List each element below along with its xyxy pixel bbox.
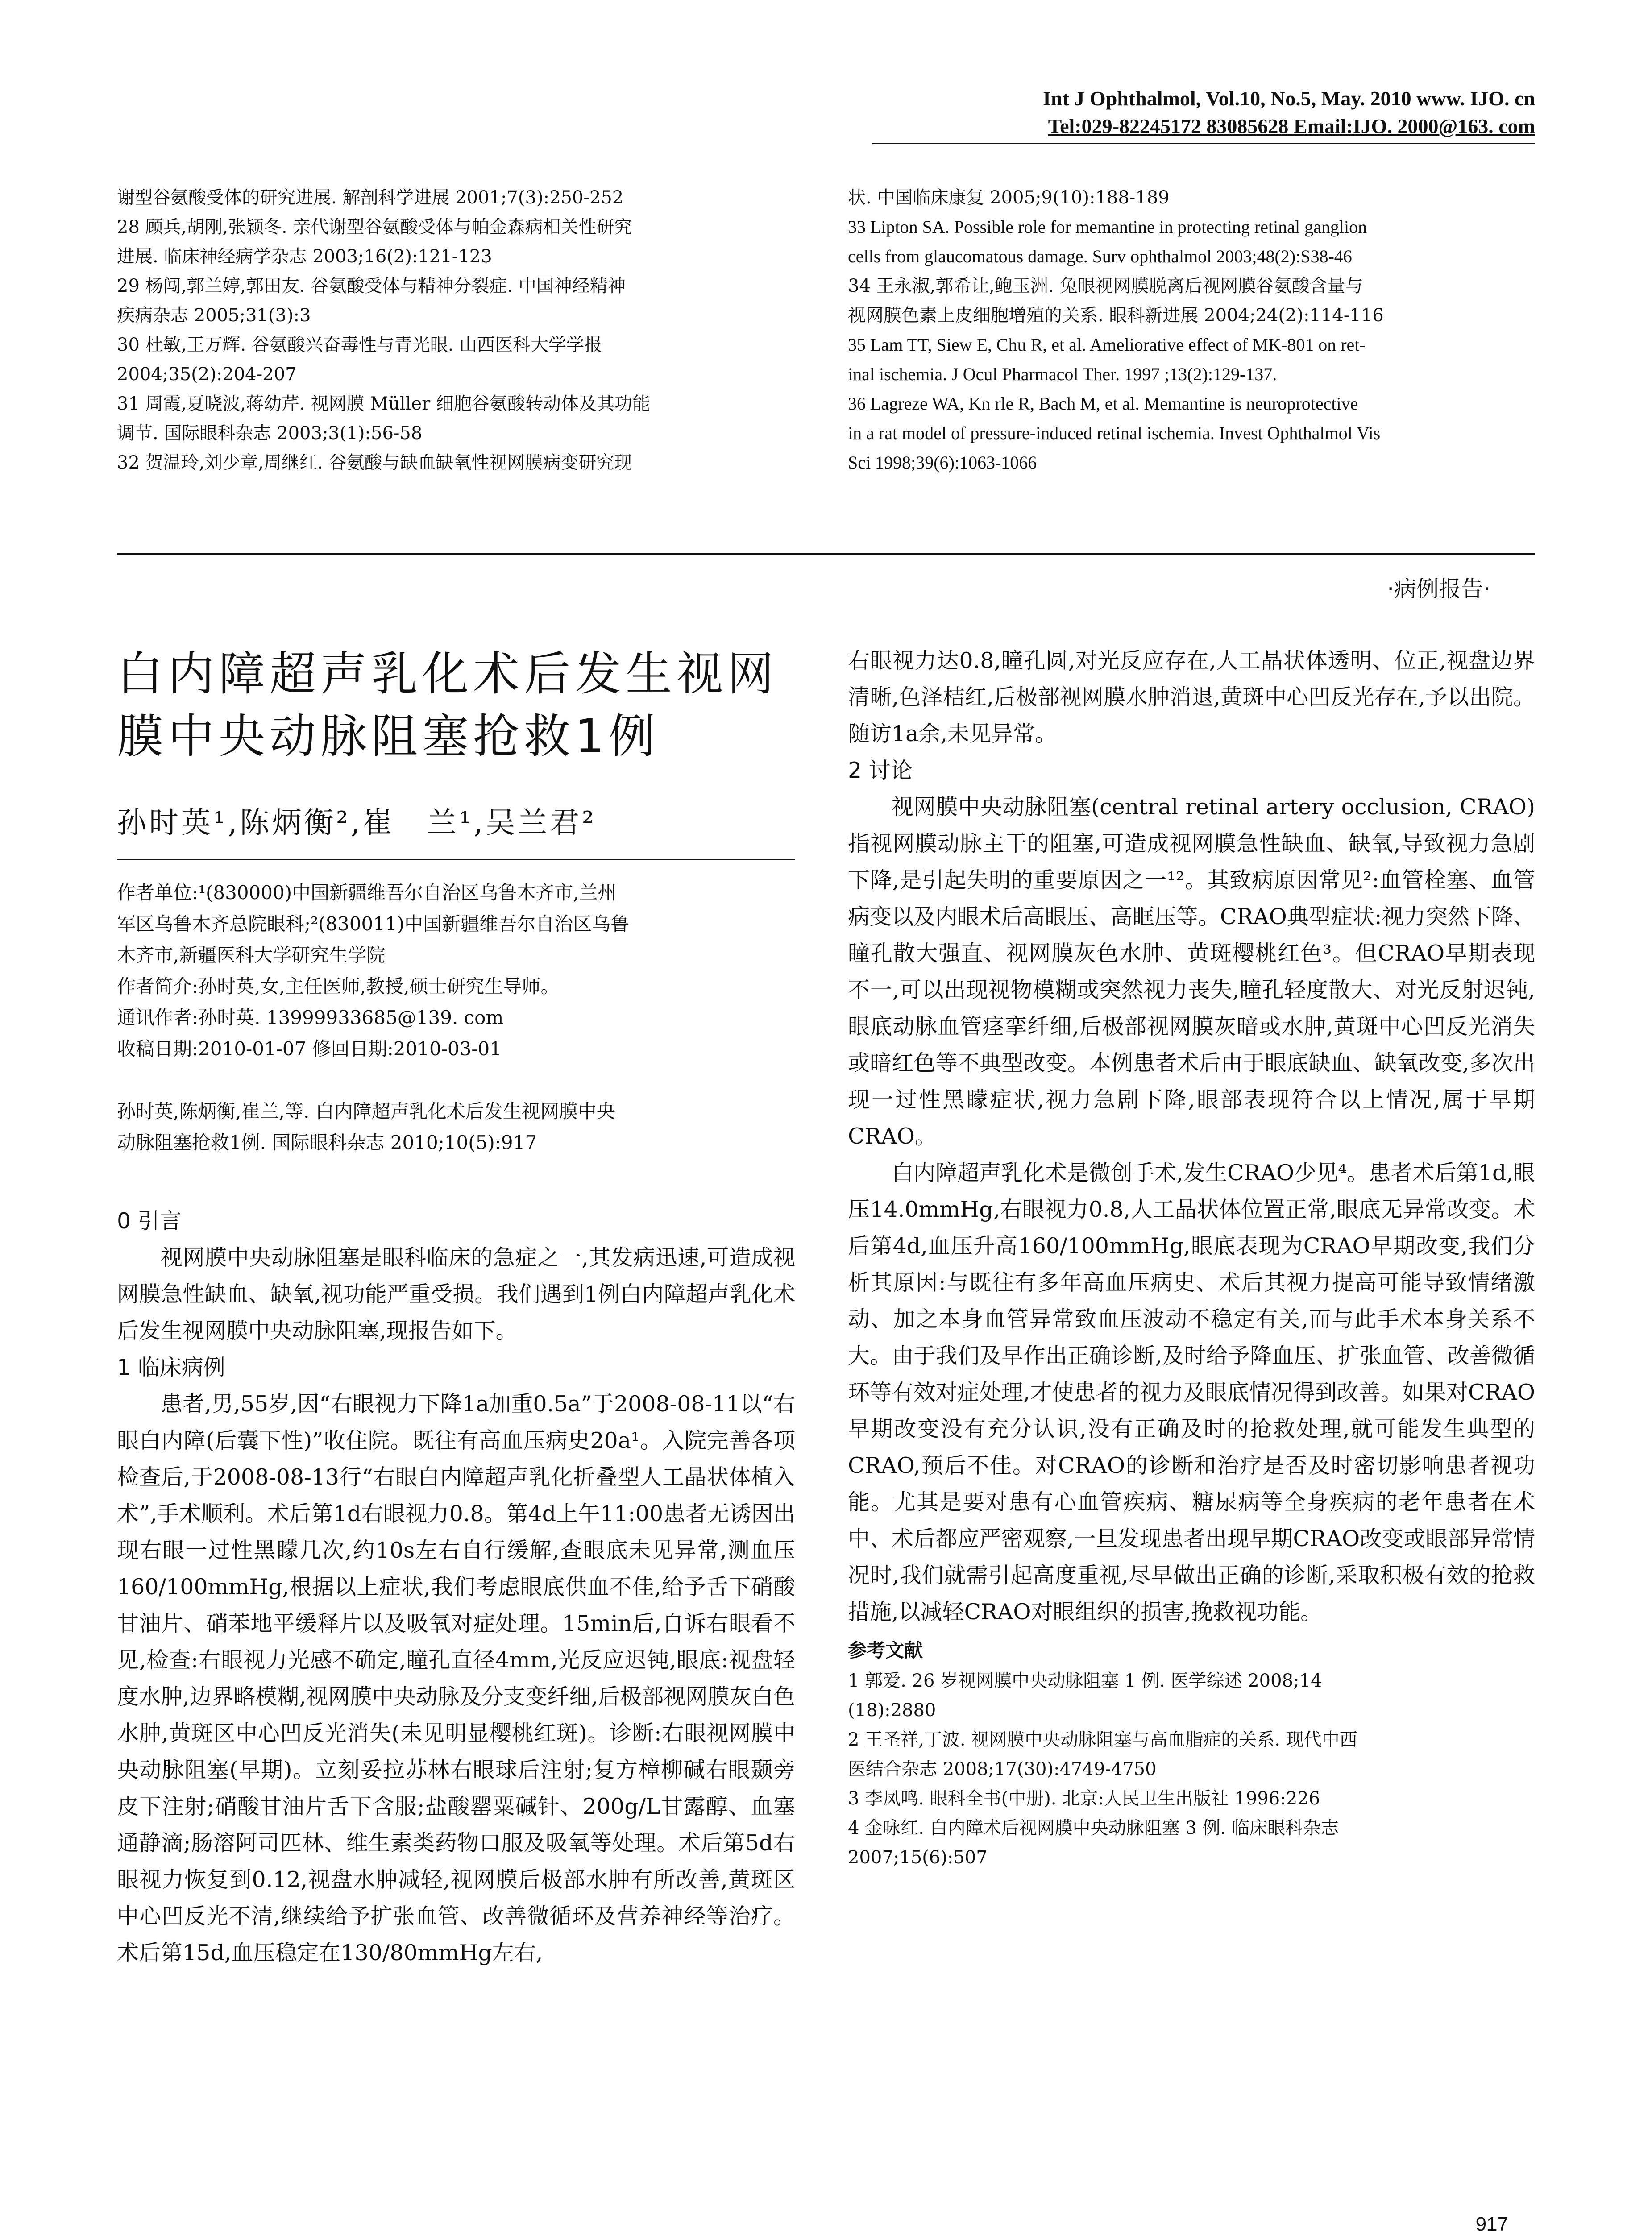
page-number: 917 <box>1475 2213 1508 2231</box>
case-paragraph: 患者,男,55岁,因“右眼视力下降1a加重0.5a”于2008-08-11以“右眼白内障(后囊下性)”收住院。既往有高血压病史20a¹。入院完善各项检查后,于2008-08-13行“右眼白内障超声乳化折叠型人工晶状体植入术”,手术顺利。术后第1d右眼视力0.8。第4d上午11:00患者无诱因出现右眼一过性黑矇几次,约10s左右自行缓解,查眼底未见异常,测血压160/100mmHg,根据以上症状,我们考虑眼底供血不佳,给予舌下硝酸甘油片、硝苯地平缓释片以及吸氧对症处理。15min后,自诉右眼看不见,检查:右眼视力光感不确定,瞳孔直径4mm,光反应迟钝,眼底:视盘轻度水肿,边界略模糊,视网膜中央动脉及分支变纤细,后极部视网膜灰白色水肿,黄斑区中心凹反光消失(未见明显樱桃红斑)。诊断:右眼视网膜中央动脉阻塞(早期)。立刻妥拉苏林右眼球后注射;复方樟柳碱右眼颞旁皮下注射;硝酸甘油片舌下含服;盐酸罂粟碱针、200g/L甘露醇、血塞通静滴;肠溶阿司匹林、维生素类药物口服及吸氧等处理。术后第5d右眼视力恢复到0.12,视盘水肿减轻,视网膜后极部水肿有所改善,黄斑区中心凹反光不清,继续给予扩张血管、改善微循环及营养神经等治疗。术后第15d,血压稳定在130/80mmHg左右, <box>117 1391 795 1966</box>
reference-line: (18):2880 <box>848 1700 936 1721</box>
reference-line: 2 王圣祥,丁波. 视网膜中央动脉阻塞与高血脂症的关系. 现代中西 <box>848 1729 1357 1750</box>
reference-line: 视网膜色素上皮细胞增殖的关系. 眼科新进展 2004;24(2):114-116 <box>848 305 1384 326</box>
section-divider <box>117 553 1535 555</box>
reference-line: 2004;35(2):204-207 <box>117 364 297 385</box>
reference-line: 2007;15(6):507 <box>848 1847 988 1868</box>
left-column <box>117 643 795 1971</box>
citation-line: 孙时英,陈炳衡,崔兰,等. 白内障超声乳化术后发生视网膜中央 <box>117 1100 615 1122</box>
reference-line: 34 王永淑,郭希让,鲍玉洲. 兔眼视网膜脱离后视网膜谷氨酸含量与 <box>848 276 1363 296</box>
reference-line: 状. 中国临床康复 2005;9(10):188-189 <box>848 187 1170 208</box>
references-heading: 参考文献 <box>848 1639 923 1661</box>
right-body <box>848 643 1535 1630</box>
reference-line: 36 Lagreze WA, Kn rle R, Bach M, et al. Memantine is neuroprotective <box>848 394 1358 414</box>
header-rule <box>872 143 1535 144</box>
column-tag: ·病例报告· <box>1387 576 1490 602</box>
article-authors: 孙时英¹,陈炳衡²,崔 兰¹,吴兰君² <box>117 805 597 840</box>
reference-line: 1 郭爱. 26 岁视网膜中央动脉阻塞 1 例. 医学综述 2008;14 <box>848 1671 1322 1691</box>
reference-line: 谢型谷氨酸受体的研究进展. 解剖科学进展 2001;7(3):250-252 <box>117 187 624 208</box>
reference-line: inal ischemia. J Ocul Pharmacol Ther. 1997 ;13(2):129-137. <box>848 364 1277 384</box>
reference-line: 28 顾兵,胡刚,张颖冬. 亲代谢型谷氨酸受体与帕金森病相关性研究 <box>117 217 632 237</box>
affiliation-line: 木齐市,新疆医科大学研究生学院 <box>117 944 386 966</box>
section-heading-discussion: 2 讨论 <box>848 758 913 783</box>
journal-header-line2: Tel:029-82245172 83085628 Email:IJO. 2000@163. com <box>1048 115 1535 137</box>
reference-line: cells from glaucomatous damage. Surv ophthalmol 2003;48(2):S38-46 <box>848 246 1352 266</box>
citation-block <box>117 1096 795 1158</box>
affiliation-line: 军区乌鲁木齐总院眼科;²(830011)中国新疆维吾尔自治区乌鲁 <box>117 913 630 935</box>
reference-line: Sci 1998;39(6):1063-1066 <box>848 452 1037 473</box>
reference-line: 调节. 国际眼科杂志 2003;3(1):56-58 <box>117 423 423 444</box>
reference-line: 进展. 临床神经病学杂志 2003;16(2):121-123 <box>117 246 492 267</box>
reference-line: 32 贺温玲,刘少章,周继红. 谷氨酸与缺血缺氧性视网膜病变研究现 <box>117 452 632 473</box>
section-heading-intro: 0 引言 <box>117 1208 182 1234</box>
citation-line: 动脉阻塞抢救1例. 国际眼科杂志 2010;10(5):917 <box>117 1132 537 1153</box>
corresponding-author: 通讯作者:孙时英. 13999933685@139. com <box>117 1007 504 1028</box>
references-block <box>848 1635 1535 1872</box>
section-heading-case: 1 临床病例 <box>117 1355 225 1380</box>
case-paragraph-continued: 右眼视力达0.8,瞳孔圆,对光反应存在,人工晶状体透明、位正,视盘边界清晰,色泽桔红,后极部视网膜水肿消退,黄斑中心凹反光存在,予以出院。随访1a余,未见异常。 <box>848 648 1535 746</box>
previous-references-left <box>117 183 813 477</box>
reference-line: 4 金咏红. 白内障术后视网膜中央动脉阻塞 3 例. 临床眼科杂志 <box>848 1818 1339 1838</box>
reference-line: 3 李凤鸣. 眼科全书(中册). 北京:人民卫生出版社 1996:226 <box>848 1788 1320 1809</box>
received-date: 收稿日期:2010-01-07 修回日期:2010-03-01 <box>117 1038 502 1060</box>
reference-line: 29 杨闯,郭兰婷,郭田友. 谷氨酸受体与精神分裂症. 中国神经精神 <box>117 276 626 296</box>
intro-paragraph: 视网膜中央动脉阻塞是眼科临床的急症之一,其发病迅速,可造成视网膜急性缺血、缺氧,视功能严重受损。我们遇到1例白内障超声乳化术后发生视网膜中央动脉阻塞,现报告如下。 <box>117 1245 795 1344</box>
journal-header <box>759 85 1535 140</box>
journal-header-line1: Int J Ophthalmol, Vol.10, No.5, May. 2010 www. IJO. cn <box>1043 87 1535 110</box>
reference-line: in a rat model of pressure-induced retinal ischemia. Invest Ophthalmol Vis <box>848 423 1381 443</box>
article-title-line1: 白内障超声乳化术后发生视网 <box>117 647 779 701</box>
reference-line: 31 周霞,夏晓波,蒋幼芹. 视网膜 Müller 细胞谷氨酸转动体及其功能 <box>117 394 650 414</box>
author-intro: 作者简介:孙时英,女,主任医师,教授,硕士研究生导师。 <box>117 975 560 997</box>
discussion-paragraph-2: 白内障超声乳化术是微创手术,发生CRAO少见⁴。患者术后第1d,眼压14.0mmHg,右眼视力0.8,人工晶状体位置正常,眼底无异常改变。术后第4d,血压升高160/100mmHg,眼底表现为CRAO早期改变,我们分析其原因:与既往有多年高血压病史、术后其视力提高可能导致情绪激动、加之本身血管异常致血压波动不稳定有关,而与此手术本身关系不大。由于我们及早作出正确诊断,及时给予降血压、扩张血管、改善微循环等有效对症处理,才使患者的视力及眼底情况得到改善。如果对CRAO早期改变没有充分认识,没有正确及时的抢救处理,就可能发生典型的CRAO,预后不佳。对CRAO的诊断和治疗是否及时密切影响患者视功能。尤其是要对患有心血管疾病、糖尿病等全身疾病的老年患者在术中、术后都应严密观察,一旦发现患者出现早期CRAO改变或眼部异常情况时,我们就需引起高度重视,尽早做出正确的诊断,采取积极有效的抢救措施,以减轻CRAO对眼组织的损害,挽救视功能。 <box>848 1160 1535 1625</box>
discussion-paragraph-1: 视网膜中央动脉阻塞(central retinal artery occlusion, CRAO)指视网膜动脉主干的阻塞,可造成视网膜急性缺血、缺氧,导致视力急剧下降,是引起失明的重要原因之一¹²。其致病原因常见²:血管栓塞、血管病变以及内眼术后高眼压、高眶压等。CRAO典型症状:视力突然下降、瞳孔散大强直、视网膜灰色水肿、黄斑樱桃红色³。但CRAO早期表现不一,可以出现视物模糊或突然视力丧失,瞳孔轻度散大、对光反射迟钝,眼底动脉血管痉挛纤细,后极部视网膜灰暗或水肿,黄斑中心凹反光消失或暗红色等不典型改变。本例患者术后由于眼底缺血、缺氧改变,多次出现一过性黑矇症状,视力急剧下降,眼部表现符合以上情况,属于早期CRAO。 <box>848 794 1535 1149</box>
reference-line: 30 杜敏,王万辉. 谷氨酸兴奋毒性与青光眼. 山西医科大学学报 <box>117 335 602 355</box>
left-body <box>117 1203 795 1971</box>
affiliation-line: 作者单位:¹(830000)中国新疆维吾尔自治区乌鲁木齐市,兰州 <box>117 882 617 904</box>
article-title-line2: 膜中央动脉阻塞抢救1例 <box>117 709 660 763</box>
affiliation-block <box>117 877 795 1065</box>
article-title <box>117 643 795 767</box>
reference-line: 35 Lam TT, Siew E, Chu R, et al. Ameliorative effect of MK-801 on ret- <box>848 335 1366 355</box>
reference-line: 医结合杂志 2008;17(30):4749-4750 <box>848 1759 1157 1779</box>
previous-references-right <box>848 183 1535 477</box>
right-column <box>848 643 1535 1872</box>
reference-line: 33 Lipton SA. Possible role for memantine in protecting retinal ganglion <box>848 217 1367 237</box>
reference-line: 疾病杂志 2005;31(3):3 <box>117 305 311 326</box>
authors-rule <box>117 859 795 860</box>
